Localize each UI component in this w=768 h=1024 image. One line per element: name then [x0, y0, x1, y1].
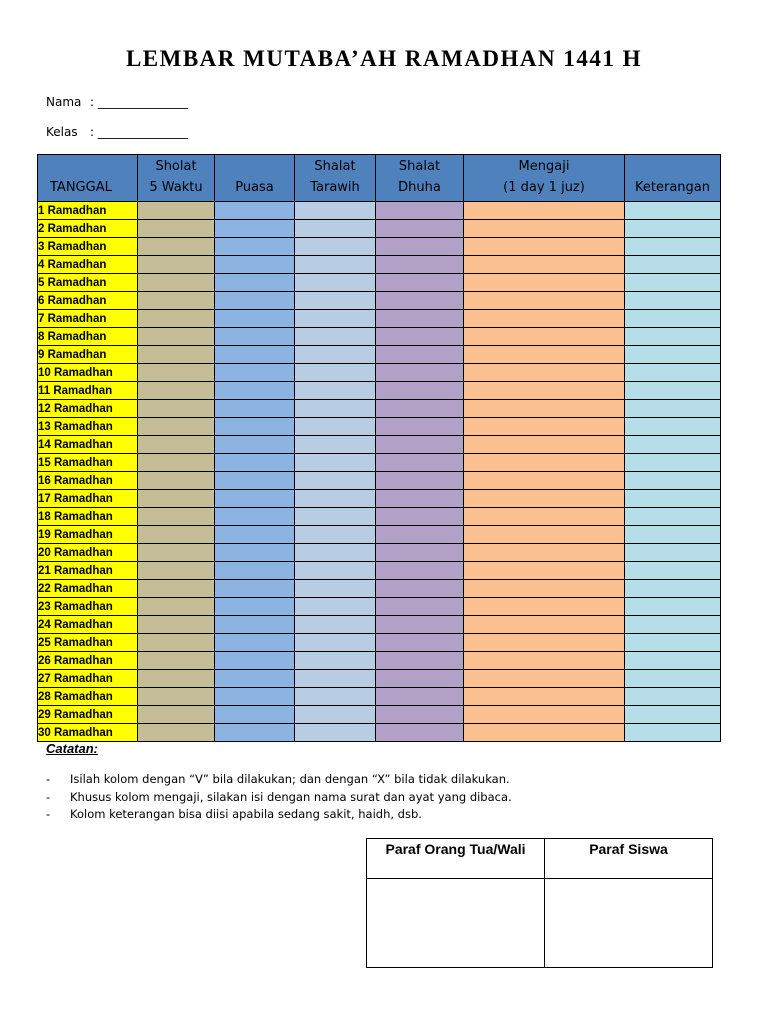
keterangan-cell[interactable] [625, 292, 721, 310]
puasa-cell[interactable] [215, 580, 295, 598]
mengaji-cell[interactable] [464, 274, 625, 292]
puasa-cell[interactable] [215, 238, 295, 256]
tarawih-cell[interactable] [295, 274, 376, 292]
dhuha-cell[interactable] [376, 616, 464, 634]
keterangan-cell[interactable] [625, 580, 721, 598]
dhuha-cell[interactable] [376, 598, 464, 616]
note-item [46, 772, 512, 790]
dhuha-cell[interactable] [376, 436, 464, 454]
tarawih-cell[interactable] [295, 580, 376, 598]
parent-signature-box[interactable] [367, 879, 545, 968]
date-cell: 15 Ramadhan [38, 454, 138, 472]
table-row [38, 652, 721, 670]
note-item [46, 807, 512, 825]
dhuha-cell[interactable] [376, 418, 464, 436]
puasa-cell[interactable] [215, 436, 295, 454]
tarawih-cell[interactable] [295, 436, 376, 454]
puasa-cell[interactable] [215, 670, 295, 688]
sholat-cell[interactable] [138, 598, 215, 616]
table-row [38, 292, 721, 310]
header-tanggal: TANGGAL [38, 155, 138, 202]
note-text: Isilah kolom dengan “V” bila dilakukan; dan dengan “X” bila tidak dilakukan. [70, 772, 510, 786]
mengaji-cell[interactable] [464, 256, 625, 274]
keterangan-cell[interactable] [625, 724, 721, 742]
tarawih-cell[interactable] [295, 598, 376, 616]
mengaji-cell[interactable] [464, 346, 625, 364]
date-cell: 28 Ramadhan [38, 688, 138, 706]
tarawih-cell[interactable] [295, 202, 376, 220]
puasa-cell[interactable] [215, 562, 295, 580]
tarawih-cell[interactable] [295, 724, 376, 742]
puasa-cell[interactable] [215, 688, 295, 706]
dhuha-cell[interactable] [376, 400, 464, 418]
tarawih-cell[interactable] [295, 382, 376, 400]
sholat-cell[interactable] [138, 562, 215, 580]
table-row [38, 526, 721, 544]
date-cell: 18 Ramadhan [38, 508, 138, 526]
date-cell: 19 Ramadhan [38, 526, 138, 544]
mengaji-cell[interactable] [464, 706, 625, 724]
mengaji-cell[interactable] [464, 328, 625, 346]
sholat-cell[interactable] [138, 238, 215, 256]
keterangan-cell[interactable] [625, 706, 721, 724]
notes-heading: Catatan: [46, 741, 99, 756]
keterangan-cell[interactable] [625, 436, 721, 454]
date-cell: 9 Ramadhan [38, 346, 138, 364]
mengaji-cell[interactable] [464, 598, 625, 616]
sholat-cell[interactable] [138, 346, 215, 364]
dhuha-cell[interactable] [376, 634, 464, 652]
puasa-cell[interactable] [215, 526, 295, 544]
table-row [38, 220, 721, 238]
keterangan-cell[interactable] [625, 256, 721, 274]
note-item [46, 790, 512, 808]
sholat-cell[interactable] [138, 526, 215, 544]
sholat-cell[interactable] [138, 652, 215, 670]
table-row [38, 400, 721, 418]
sholat-cell[interactable] [138, 382, 215, 400]
note-text: Kolom keterangan bisa diisi apabila sedang sakit, haidh, dsb. [70, 807, 422, 821]
date-cell: 30 Ramadhan [38, 724, 138, 742]
sholat-cell[interactable] [138, 706, 215, 724]
bullet-dash: - [46, 772, 51, 786]
dhuha-cell[interactable] [376, 202, 464, 220]
tarawih-cell[interactable] [295, 310, 376, 328]
date-cell: 4 Ramadhan [38, 256, 138, 274]
class-field [46, 125, 188, 139]
puasa-cell[interactable] [215, 634, 295, 652]
puasa-cell[interactable] [215, 274, 295, 292]
sholat-cell[interactable] [138, 202, 215, 220]
dhuha-cell[interactable] [376, 580, 464, 598]
date-cell: 2 Ramadhan [38, 220, 138, 238]
sholat-cell[interactable] [138, 508, 215, 526]
mengaji-cell[interactable] [464, 562, 625, 580]
date-cell: 5 Ramadhan [38, 274, 138, 292]
sholat-cell[interactable] [138, 256, 215, 274]
header-shalat-tarawih: Shalat Tarawih [295, 155, 376, 202]
date-cell: 11 Ramadhan [38, 382, 138, 400]
dhuha-cell[interactable] [376, 652, 464, 670]
table-row [38, 310, 721, 328]
mengaji-cell[interactable] [464, 220, 625, 238]
table-row [38, 418, 721, 436]
keterangan-cell[interactable] [625, 328, 721, 346]
tarawih-cell[interactable] [295, 634, 376, 652]
dhuha-cell[interactable] [376, 526, 464, 544]
sholat-cell[interactable] [138, 454, 215, 472]
header-sholat-5-waktu: Sholat 5 Waktu [138, 155, 215, 202]
date-cell: 21 Ramadhan [38, 562, 138, 580]
keterangan-cell[interactable] [625, 598, 721, 616]
table-row [38, 328, 721, 346]
mengaji-cell[interactable] [464, 688, 625, 706]
date-cell: 17 Ramadhan [38, 490, 138, 508]
table-row [38, 382, 721, 400]
keterangan-cell[interactable] [625, 238, 721, 256]
date-cell: 8 Ramadhan [38, 328, 138, 346]
table-row [38, 706, 721, 724]
mutabaah-table [37, 154, 721, 742]
puasa-cell[interactable] [215, 598, 295, 616]
dhuha-cell[interactable] [376, 454, 464, 472]
sholat-cell[interactable] [138, 544, 215, 562]
puasa-cell[interactable] [215, 490, 295, 508]
sholat-cell[interactable] [138, 472, 215, 490]
tarawih-cell[interactable] [295, 526, 376, 544]
document-title: LEMBAR MUTABA’AH RAMADHAN 1441 H [125, 46, 643, 71]
tarawih-cell[interactable] [295, 562, 376, 580]
date-cell: 22 Ramadhan [38, 580, 138, 598]
sholat-cell[interactable] [138, 292, 215, 310]
table-row [38, 724, 721, 742]
table-row [38, 346, 721, 364]
date-cell: 26 Ramadhan [38, 652, 138, 670]
keterangan-cell[interactable] [625, 274, 721, 292]
tarawih-cell[interactable] [295, 364, 376, 382]
keterangan-cell[interactable] [625, 364, 721, 382]
puasa-cell[interactable] [215, 400, 295, 418]
tarawih-cell[interactable] [295, 616, 376, 634]
tarawih-cell[interactable] [295, 454, 376, 472]
sholat-cell[interactable] [138, 634, 215, 652]
mengaji-cell[interactable] [464, 490, 625, 508]
parent-signature-label: Paraf Orang Tua/Wali [367, 839, 545, 879]
date-cell: 10 Ramadhan [38, 364, 138, 382]
date-cell: 16 Ramadhan [38, 472, 138, 490]
date-cell: 24 Ramadhan [38, 616, 138, 634]
date-cell: 29 Ramadhan [38, 706, 138, 724]
sholat-cell[interactable] [138, 724, 215, 742]
dhuha-cell[interactable] [376, 706, 464, 724]
bullet-dash: - [46, 789, 51, 804]
dhuha-cell[interactable] [376, 724, 464, 742]
puasa-cell[interactable] [215, 472, 295, 490]
date-cell: 23 Ramadhan [38, 598, 138, 616]
dhuha-cell[interactable] [376, 382, 464, 400]
mengaji-cell[interactable] [464, 382, 625, 400]
dhuha-cell[interactable] [376, 472, 464, 490]
puasa-cell[interactable] [215, 310, 295, 328]
notes-list [46, 772, 512, 825]
dhuha-cell[interactable] [376, 544, 464, 562]
dhuha-cell[interactable] [376, 274, 464, 292]
puasa-cell[interactable] [215, 364, 295, 382]
table-header-row [38, 155, 721, 202]
keterangan-cell[interactable] [625, 400, 721, 418]
puasa-cell[interactable] [215, 382, 295, 400]
tarawih-cell[interactable] [295, 472, 376, 490]
date-cell: 20 Ramadhan [38, 544, 138, 562]
dhuha-cell[interactable] [376, 310, 464, 328]
tarawih-cell[interactable] [295, 544, 376, 562]
mengaji-cell[interactable] [464, 292, 625, 310]
header-mengaji: Mengaji (1 day 1 juz) [464, 155, 625, 202]
mengaji-cell[interactable] [464, 670, 625, 688]
keterangan-cell[interactable] [625, 652, 721, 670]
keterangan-cell[interactable] [625, 490, 721, 508]
table-row [38, 454, 721, 472]
keterangan-cell[interactable] [625, 616, 721, 634]
mengaji-cell[interactable] [464, 418, 625, 436]
sholat-cell[interactable] [138, 670, 215, 688]
tarawih-cell[interactable] [295, 508, 376, 526]
dhuha-cell[interactable] [376, 562, 464, 580]
table-row [38, 562, 721, 580]
table-row [38, 274, 721, 292]
dhuha-cell[interactable] [376, 670, 464, 688]
date-cell: 7 Ramadhan [38, 310, 138, 328]
tarawih-cell[interactable] [295, 400, 376, 418]
tarawih-cell[interactable] [295, 238, 376, 256]
mengaji-cell[interactable] [464, 634, 625, 652]
dhuha-cell[interactable] [376, 364, 464, 382]
date-cell: 25 Ramadhan [38, 634, 138, 652]
keterangan-cell[interactable] [625, 220, 721, 238]
signature-table [366, 838, 713, 968]
keterangan-cell[interactable] [625, 310, 721, 328]
table-row [38, 490, 721, 508]
puasa-cell[interactable] [215, 220, 295, 238]
student-signature-box[interactable] [545, 879, 713, 968]
dhuha-cell[interactable] [376, 508, 464, 526]
keterangan-cell[interactable] [625, 472, 721, 490]
keterangan-cell[interactable] [625, 526, 721, 544]
mengaji-cell[interactable] [464, 436, 625, 454]
header-puasa: Puasa [215, 155, 295, 202]
mengaji-cell[interactable] [464, 364, 625, 382]
dhuha-cell[interactable] [376, 328, 464, 346]
tarawih-cell[interactable] [295, 418, 376, 436]
table-row [38, 580, 721, 598]
note-text: Khusus kolom mengaji, silakan isi dengan nama surat dan ayat yang dibaca. [70, 789, 512, 804]
table-row [38, 634, 721, 652]
puasa-cell[interactable] [215, 346, 295, 364]
sholat-cell[interactable] [138, 580, 215, 598]
table-row [38, 436, 721, 454]
table-row [38, 688, 721, 706]
header-shalat-dhuha: Shalat Dhuha [376, 155, 464, 202]
tarawih-cell[interactable] [295, 490, 376, 508]
dhuha-cell[interactable] [376, 292, 464, 310]
name-label: Nama [46, 95, 82, 109]
sholat-cell[interactable] [138, 310, 215, 328]
mengaji-cell[interactable] [464, 202, 625, 220]
header-keterangan: Keterangan [625, 155, 721, 202]
dhuha-cell[interactable] [376, 346, 464, 364]
date-cell: 13 Ramadhan [38, 418, 138, 436]
mengaji-cell[interactable] [464, 616, 625, 634]
dhuha-cell[interactable] [376, 238, 464, 256]
sholat-cell[interactable] [138, 688, 215, 706]
name-blank[interactable]: : _______________ [90, 95, 188, 109]
dhuha-cell[interactable] [376, 220, 464, 238]
mengaji-cell[interactable] [464, 472, 625, 490]
puasa-cell[interactable] [215, 202, 295, 220]
table-body [38, 202, 721, 742]
date-cell: 14 Ramadhan [38, 436, 138, 454]
table-row [38, 238, 721, 256]
date-cell: 6 Ramadhan [38, 292, 138, 310]
date-cell: 1 Ramadhan [38, 202, 138, 220]
table-row [38, 598, 721, 616]
keterangan-cell[interactable] [625, 454, 721, 472]
puasa-cell[interactable] [215, 544, 295, 562]
sholat-cell[interactable] [138, 364, 215, 382]
puasa-cell[interactable] [215, 508, 295, 526]
puasa-cell[interactable] [215, 292, 295, 310]
puasa-cell[interactable] [215, 418, 295, 436]
puasa-cell[interactable] [215, 328, 295, 346]
sholat-cell[interactable] [138, 436, 215, 454]
keterangan-cell[interactable] [625, 202, 721, 220]
date-cell: 12 Ramadhan [38, 400, 138, 418]
keterangan-cell[interactable] [625, 562, 721, 580]
mengaji-cell[interactable] [464, 454, 625, 472]
tarawih-cell[interactable] [295, 220, 376, 238]
keterangan-cell[interactable] [625, 508, 721, 526]
keterangan-cell[interactable] [625, 634, 721, 652]
sholat-cell[interactable] [138, 616, 215, 634]
keterangan-cell[interactable] [625, 670, 721, 688]
table-row [38, 508, 721, 526]
class-label: Kelas [46, 125, 78, 139]
puasa-cell[interactable] [215, 724, 295, 742]
keterangan-cell[interactable] [625, 382, 721, 400]
mengaji-cell[interactable] [464, 580, 625, 598]
sholat-cell[interactable] [138, 220, 215, 238]
student-signature-label: Paraf Siswa [545, 839, 713, 879]
date-cell: 27 Ramadhan [38, 670, 138, 688]
table-row [38, 256, 721, 274]
puasa-cell[interactable] [215, 256, 295, 274]
class-blank[interactable]: : _______________ [90, 125, 188, 139]
dhuha-cell[interactable] [376, 490, 464, 508]
sholat-cell[interactable] [138, 400, 215, 418]
table-row [38, 544, 721, 562]
tarawih-cell[interactable] [295, 346, 376, 364]
tarawih-cell[interactable] [295, 256, 376, 274]
keterangan-cell[interactable] [625, 346, 721, 364]
table-row [38, 364, 721, 382]
mengaji-cell[interactable] [464, 544, 625, 562]
puasa-cell[interactable] [215, 616, 295, 634]
tarawih-cell[interactable] [295, 328, 376, 346]
tarawih-cell[interactable] [295, 688, 376, 706]
name-field [46, 95, 188, 109]
tarawih-cell[interactable] [295, 670, 376, 688]
puasa-cell[interactable] [215, 706, 295, 724]
keterangan-cell[interactable] [625, 418, 721, 436]
mengaji-cell[interactable] [464, 724, 625, 742]
keterangan-cell[interactable] [625, 544, 721, 562]
mengaji-cell[interactable] [464, 508, 625, 526]
puasa-cell[interactable] [215, 454, 295, 472]
date-cell: 3 Ramadhan [38, 238, 138, 256]
dhuha-cell[interactable] [376, 256, 464, 274]
keterangan-cell[interactable] [625, 688, 721, 706]
mengaji-cell[interactable] [464, 238, 625, 256]
tarawih-cell[interactable] [295, 292, 376, 310]
table-row [38, 472, 721, 490]
tarawih-cell[interactable] [295, 652, 376, 670]
table-row [38, 202, 721, 220]
sholat-cell[interactable] [138, 274, 215, 292]
sholat-cell[interactable] [138, 418, 215, 436]
sholat-cell[interactable] [138, 490, 215, 508]
mengaji-cell[interactable] [464, 310, 625, 328]
sholat-cell[interactable] [138, 328, 215, 346]
mengaji-cell[interactable] [464, 652, 625, 670]
mengaji-cell[interactable] [464, 526, 625, 544]
bullet-dash: - [46, 807, 51, 821]
table-row [38, 670, 721, 688]
table-row [38, 616, 721, 634]
dhuha-cell[interactable] [376, 688, 464, 706]
puasa-cell[interactable] [215, 652, 295, 670]
tarawih-cell[interactable] [295, 706, 376, 724]
mengaji-cell[interactable] [464, 400, 625, 418]
